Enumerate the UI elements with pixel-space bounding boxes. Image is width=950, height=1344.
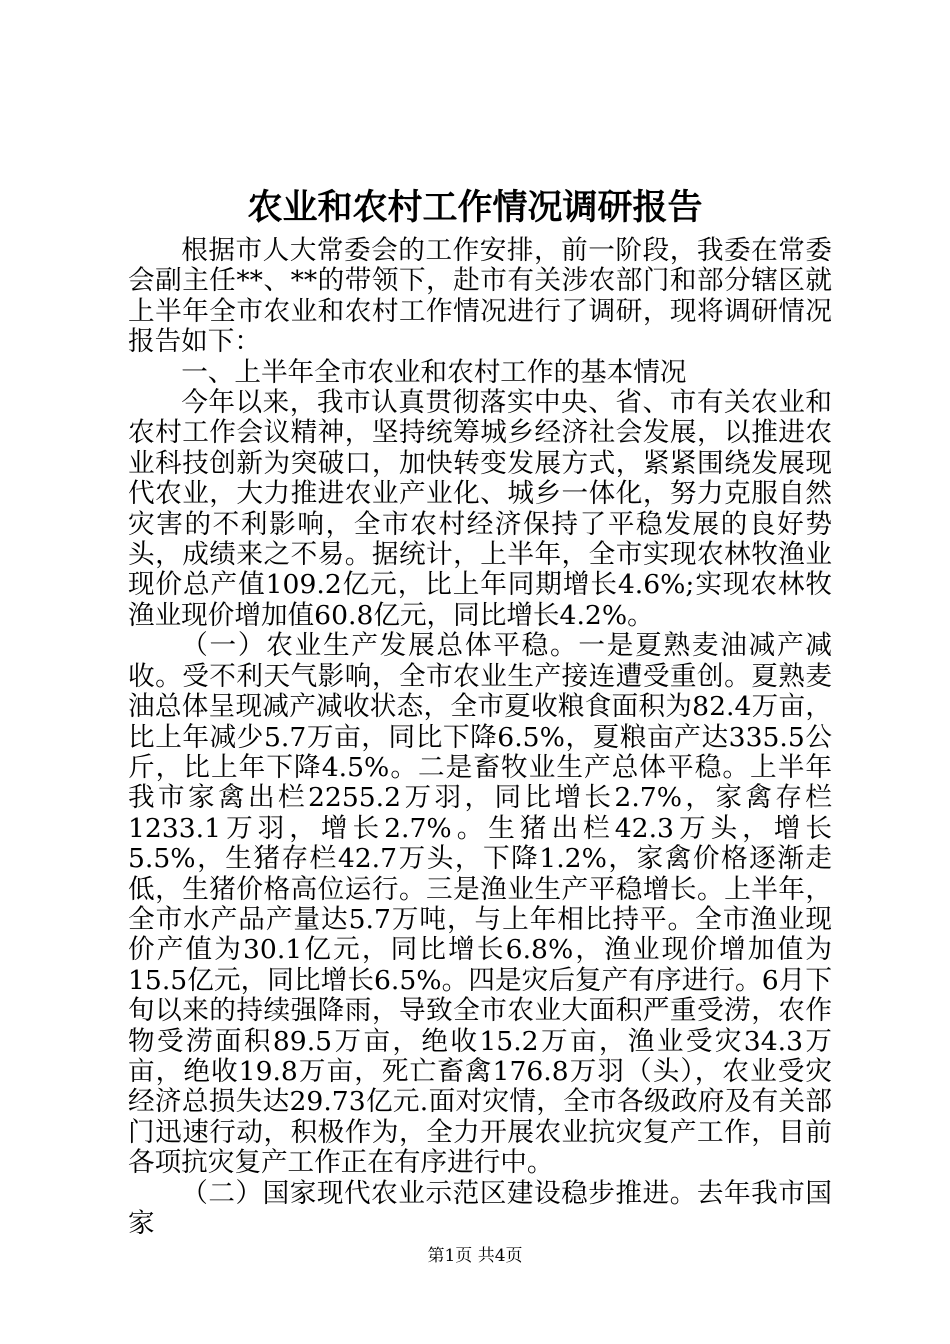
- paragraph-intro: 根据市人大常委会的工作安排，前一阶段，我委在常委会副主任**、**的带领下，赴市有关涉农部门和部分辖区就上半年全市农业和农村工作情况进行了调研，现将调研情况报告如下：: [128, 235, 832, 358]
- document-body: [128, 236, 832, 1239]
- paragraph-overview: 今年以来，我市认真贯彻落实中央、省、市有关农业和农村工作会议精神，坚持统筹城乡经济社会发展，以推进农业科技创新为突破口，加快转变发展方式，紧紧围绕发展现代农业，大力推进农业产业化、城乡一体化，努力克服自然灾害的不利影响，全市农村经济保持了平稳发展的良好势头，成绩来之不易。据统计，上半年，全市实现农林牧渔业现价总产值109.2亿元，比上年同期增长4.6%;实现农林牧渔业现价增加值60.8亿元，同比增长4.2%。: [128, 387, 832, 631]
- page-number-footer: 第1页 共4页: [427, 1246, 523, 1266]
- paragraph-agriculture-production: （一）农业生产发展总体平稳。一是夏熟麦油减产减收。受不利天气影响，全市农业生产接连遭受重创。夏熟麦油总体呈现减产减收状态，全市夏收粮食面积为82.4万亩，比上年减少5.7万亩，同比下降6.5%，夏粮亩产达335.5公斤，比上年下降4.5%。二是畜牧业生产总体平稳。上半年我市家禽出栏2255.2万羽，同比增长2.7%，家禽存栏1233.1万羽，增长2.7%。生猪出栏42.3万头，增长5.5%，生猪存栏42.7万头，下降1.2%，家禽价格逐渐走低，生猪价格高位运行。三是渔业生产平稳增长。上半年，全市水产品产量达5.7万吨，与上年相比持平。全市渔业现价产值为30.1亿元，同比增长6.8%，渔业现价增加值为15.5亿元，同比增长6.5%。四是灾后复产有序进行。6月下旬以来的持续强降雨，导致全市农业大面积严重受涝，农作物受涝面积89.5万亩，绝收15.2万亩，渔业受灾34.3万亩，绝收19.8万亩，死亡畜禽176.8万羽（头），农业受灾经济总损失达29.73亿元.面对灾情，全市各级政府及有关部门迅速行动，积极作为，全力开展农业抗灾复产工作，目前各项抗灾复产工作正在有序进行中。: [128, 630, 832, 1179]
- section-heading-1: 一、上半年全市农业和农村工作的基本情况: [181, 356, 687, 388]
- paragraph-demonstration-zone: （二）国家现代农业示范区建设稳步推进。去年我市国家: [128, 1177, 832, 1239]
- page-title: 农业和农村工作情况调研报告: [247, 187, 703, 228]
